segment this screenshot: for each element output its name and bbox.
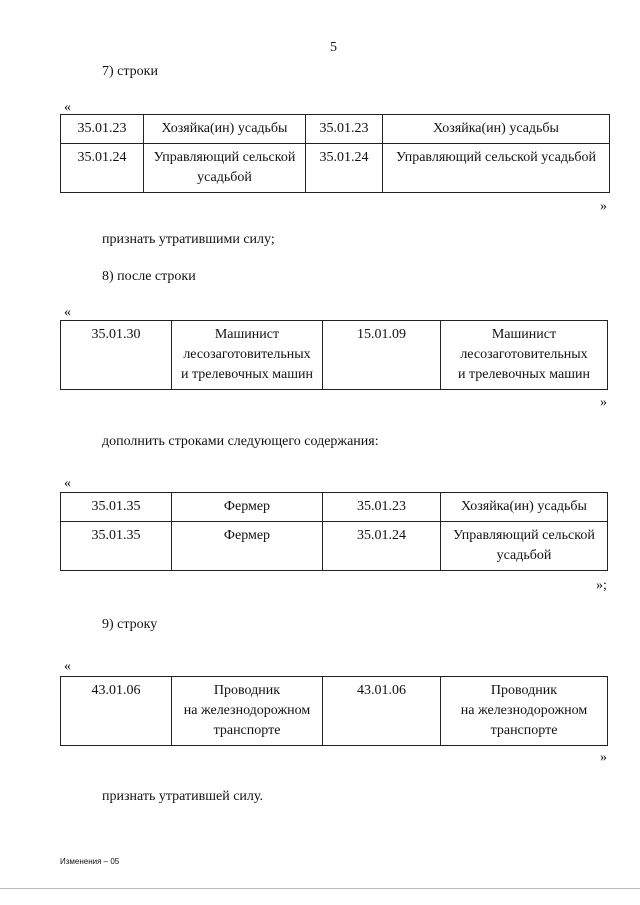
table-cell: Фермер — [172, 522, 323, 571]
table-cell: Фермер — [172, 493, 323, 522]
page-edge-divider — [0, 888, 640, 889]
table-cell: 35.01.30 — [61, 321, 172, 390]
table-cell: 35.01.23 — [306, 115, 383, 144]
table-row — [61, 677, 608, 746]
section9-close-quote: » — [600, 750, 607, 765]
table-cell: Управляющий сельской усадьбой — [441, 522, 608, 571]
section8-open-quote: « — [64, 305, 71, 320]
footer-note: Изменения – 05 — [60, 857, 120, 866]
table-row — [61, 493, 608, 522]
section9-heading: 9) строку — [102, 617, 158, 632]
table-cell: 43.01.06 — [323, 677, 441, 746]
table-cell: Хозяйка(ин) усадьбы — [144, 115, 306, 144]
table-cell: Управляющий сельской усадьбой — [383, 144, 610, 193]
section8-added-close-quote: »; — [596, 578, 607, 593]
section7-close-quote: » — [600, 199, 607, 214]
table-row — [61, 144, 610, 193]
table-cell: Машинист лесозаготовительных и трелевочных машин — [172, 321, 323, 390]
section7-action: признать утратившими силу; — [102, 232, 275, 247]
table-cell: 35.01.24 — [323, 522, 441, 571]
table-cell: Управляющий сельской усадьбой — [144, 144, 306, 193]
table-cell: 35.01.35 — [61, 522, 172, 571]
table-cell: Проводник на железнодорожном транспорте — [441, 677, 608, 746]
section8-heading: 8) после строки — [102, 269, 196, 284]
table-cell: Проводник на железнодорожном транспорте — [172, 677, 323, 746]
table-cell: 43.01.06 — [61, 677, 172, 746]
section8-table — [60, 320, 608, 390]
section8-added-table — [60, 492, 608, 571]
section8-action: дополнить строками следующего содержания: — [102, 434, 379, 449]
table-cell: 35.01.23 — [323, 493, 441, 522]
section9-action: признать утратившей силу. — [102, 789, 263, 804]
table-row — [61, 115, 610, 144]
table-cell: Хозяйка(ин) усадьбы — [441, 493, 608, 522]
table-row — [61, 522, 608, 571]
table-cell: Хозяйка(ин) усадьбы — [383, 115, 610, 144]
section9-table — [60, 676, 608, 746]
section8-close-quote: » — [600, 395, 607, 410]
page-number: 5 — [330, 40, 337, 55]
table-cell: Машинист лесозаготовительных и трелевочных машин — [441, 321, 608, 390]
section7-table — [60, 114, 610, 193]
section7-heading: 7) строки — [102, 64, 158, 79]
table-cell: 35.01.35 — [61, 493, 172, 522]
table-cell: 35.01.24 — [61, 144, 144, 193]
section7-open-quote: « — [64, 100, 71, 115]
section8-added-open-quote: « — [64, 476, 71, 491]
section9-open-quote: « — [64, 659, 71, 674]
table-cell: 35.01.24 — [306, 144, 383, 193]
table-row — [61, 321, 608, 390]
table-cell: 15.01.09 — [323, 321, 441, 390]
table-cell: 35.01.23 — [61, 115, 144, 144]
